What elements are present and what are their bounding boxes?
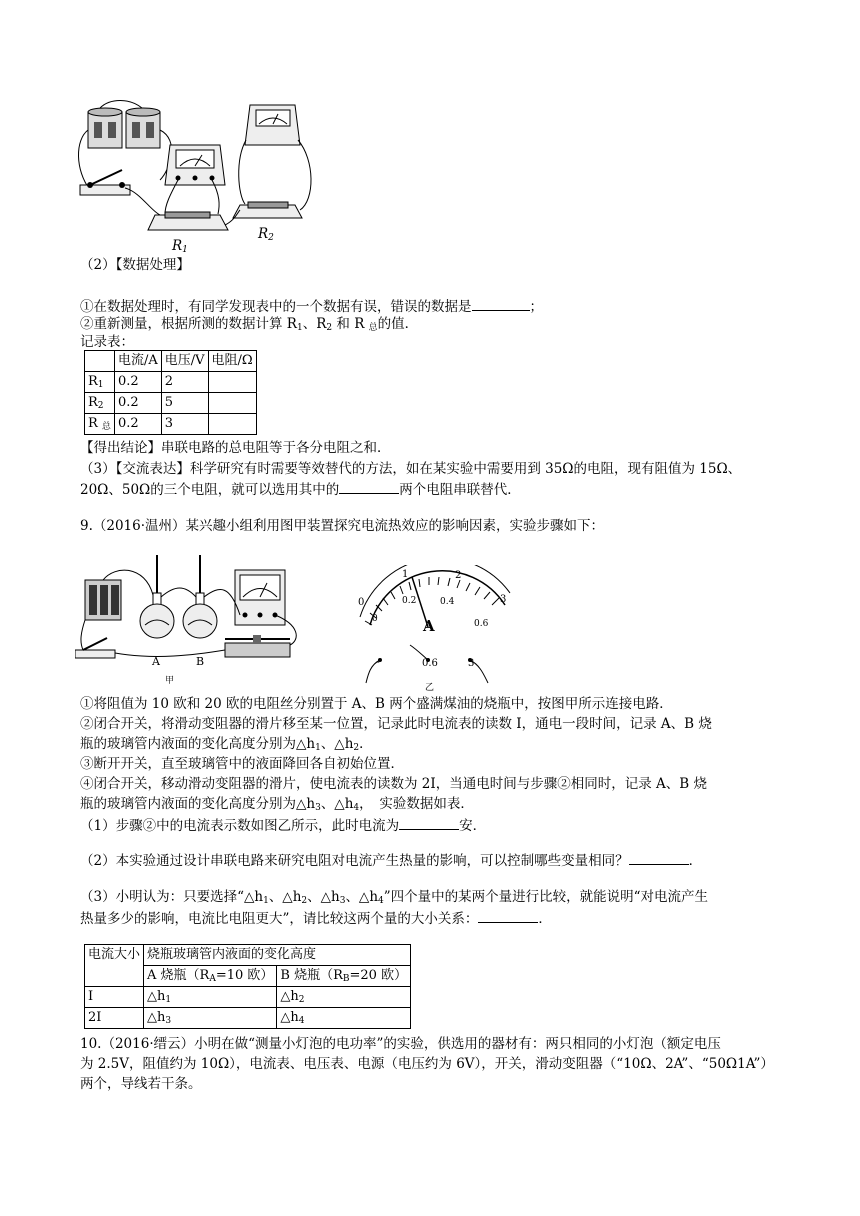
flask-b-label: B [196, 655, 205, 668]
battery-icon [85, 580, 121, 620]
figure-jia-caption: 甲 [165, 676, 175, 686]
q9-part1: （1）步骤②中的电流表示数如图乙所示，此时电流为 安． [80, 815, 486, 836]
q9-step1: ①将阻值为 10 欧和 20 欧的电阻丝分别置于 A、B 两个盛满煤油的烧瓶中，按图甲所示连接电路． [80, 696, 673, 712]
flask-a-label: A [152, 655, 160, 668]
table-row: 2I $\triangle h_3$ $\triangle h_4$ [85, 1008, 411, 1029]
q10-line2: 为 2.5V，阻值约为 10Ω），电流表、电压表、电源（电压约为 6V），开关，滑动变阻器（“10Ω、2A”、“50Ω1A”） [80, 1056, 774, 1072]
dial-bottom-tick-04: 0.4 [440, 597, 455, 607]
dial-bottom-tick-06: 0.6 [474, 619, 489, 629]
q9-data-table [84, 944, 411, 1029]
conclusion: 【得出结论】串联电路的总电阻等于各分电阻之和． [80, 440, 391, 456]
r1-label: $R_1$ [172, 238, 188, 255]
flask-a-icon [140, 555, 174, 638]
terminal-label-06: 0.6 [422, 658, 438, 669]
table-header-row: 电流大小 烧瓶玻璃管内液面的变化高度 [85, 945, 411, 966]
table-cell-input[interactable] [208, 393, 256, 414]
table-header-row: A 烧瓶（$R_A=10$ 欧） B 烧瓶（$R_B=20$ 欧） [85, 966, 411, 987]
section2-line1: ①在数据处理时，有同学发现表中的一个数据有误，错误的数据是 ； [80, 296, 543, 317]
dial-unit-label: A [423, 617, 435, 635]
q9-part3-line2: 热量多少的影响，电流比电阻更大”，请比较这两个量的大小关系： ． [80, 908, 552, 929]
r2-label: $R_2$ [258, 226, 274, 243]
q10-line1: 10.（2016·缙云）小明在做“测量小灯泡的电功率”的实验，供选用的器材有：两只相同的小灯泡（额定电压 [80, 1036, 721, 1052]
q10-line3: 两个，导线若干条。 [80, 1076, 202, 1092]
table-row: $R_2$ 0.2 5 [85, 393, 257, 414]
q9-step3: ③断开开关，直至玻璃管中的液面降回各自初始位置． [80, 756, 404, 772]
dial-top-tick-1: 1 [402, 569, 409, 580]
resistor-r2-icon [233, 202, 302, 218]
table-cell-input[interactable] [208, 372, 256, 393]
dial-top-tick-2: 2 [455, 570, 462, 581]
terminal-label-3: 3 [468, 658, 475, 669]
table-header-row: 电流/A 电压/V 电阻/Ω [85, 351, 257, 372]
table-row: I $\triangle h_1$ $\triangle h_2$ [85, 987, 411, 1008]
table-cell-input[interactable] [208, 414, 256, 435]
section2-line2: ②重新测量，根据所测的数据计算 $R_1$、$R_2$ 和 R $_总$的值． [80, 316, 419, 333]
q9-step2-line1: ②闭合开关，将滑动变阻器的滑片移至某一位置，记录此时电流表的读数 I，通电一段时间，记录 A、B 烧 [80, 716, 712, 732]
ammeter-icon [165, 145, 225, 185]
switch-icon [80, 170, 130, 195]
section3-line1: （3）【交流表达】科学研究有时需要等效替代的方法，如在某实验中需要用到 35Ω的电阻，现有阻值为 15Ω、 [80, 461, 742, 477]
q9-title: 9.（2016·温州）某兴趣小组利用图甲装置探究电流热效应的影响因素，实验步骤如下： [80, 518, 605, 534]
dial-top-tick-3: 3 [500, 594, 507, 605]
record-table [84, 350, 257, 435]
section2-heading: （2）【数据处理】 [80, 257, 190, 273]
answer-blank-error-data[interactable] [472, 296, 530, 311]
rheostat-icon [225, 635, 290, 657]
q9-part3-line1: （3）小明认为：只要选择“$\triangle h_1$、$\triangle h_2$、$\triangle h_3$、$\triangle h_4$”四个量中的某两个量进行比较，就能说明“对电流产生 [80, 889, 709, 906]
series-circuit-figure [70, 100, 320, 250]
section3-line2: 20Ω、50Ω的三个电阻，就可以选用其中的 两个电阻串联替代． [80, 479, 521, 500]
answer-blank-controlled-variables[interactable] [629, 850, 689, 865]
table-row: $R_1$ 0.2 2 [85, 372, 257, 393]
answer-blank-comparison[interactable] [478, 908, 538, 923]
record-table-caption: 记录表： [80, 334, 134, 350]
battery-icon [88, 108, 160, 148]
q9-step2-line2: 瓶的玻璃管内液面的变化高度分别为$\triangle h_1$、$\triangle h_2$． [80, 736, 373, 753]
dial-bottom-tick-02: 0.2 [402, 596, 417, 606]
answer-blank-resistors[interactable] [339, 479, 399, 494]
figure-jia-apparatus [75, 555, 305, 670]
q9-step4-line1: ④闭合开关，移动滑动变阻器的滑片，使电流表的读数为 2I，当通电时间与步骤②相同时，记录 A、B 烧 [80, 776, 707, 792]
flask-b-icon [183, 555, 217, 638]
answer-blank-current[interactable] [399, 815, 459, 830]
dial-bottom-tick-0: 0 [372, 614, 378, 624]
terminal-label-negative: - [376, 655, 380, 668]
voltmeter-icon [245, 105, 300, 145]
ammeter-icon [235, 570, 285, 625]
q9-step4-line2: 瓶的玻璃管内液面的变化高度分别为$\triangle h_3$、$\triangle h_4$， 实验数据如表． [80, 796, 474, 813]
table-row: R $_总$ 0.2 3 [85, 414, 257, 435]
q9-part2: （2）本实验通过设计串联电路来研究电阻对电流产生热量的影响，可以控制哪些变量相同？ ． [80, 850, 702, 871]
figure-yi-caption: 乙 [425, 683, 435, 693]
dial-top-tick-0: 0 [358, 597, 365, 608]
